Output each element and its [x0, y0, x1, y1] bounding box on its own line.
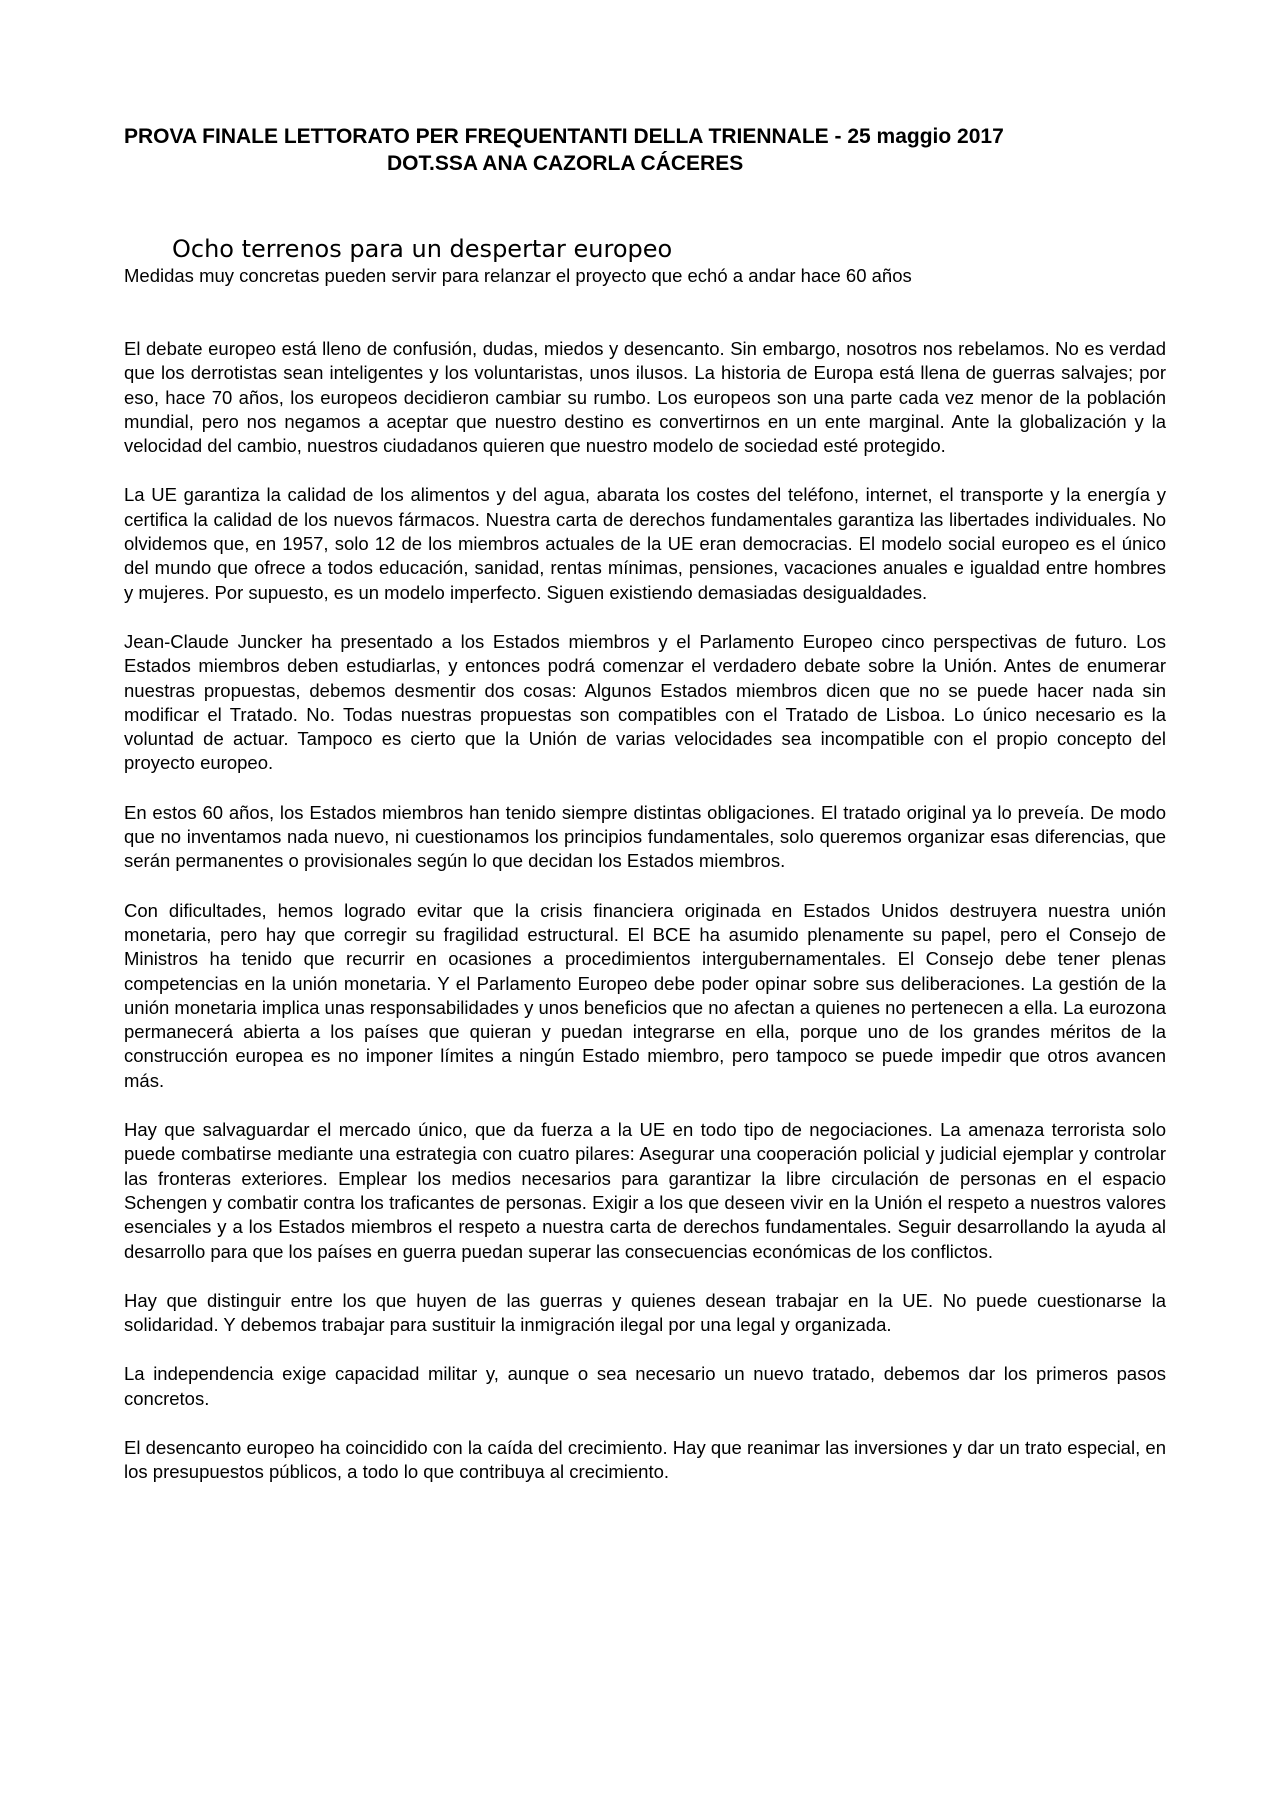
article-body	[124, 337, 1166, 1510]
paragraph: Hay que salvaguardar el mercado único, que da fuerza a la UE en todo tipo de negociaciones. La amenaza terrorista solo puede combatirse mediante una estrategia con cuatro pilares: Asegurar una cooperación policial y judicial ejemplar y controlar las fronteras exteriores. Emplear los medios necesarios para garantizar la libre circulación de personas en el espacio Schengen y combatir contra los traficantes de personas. Exigir a los que deseen vivir en la Unión el respeto a nuestros valores esenciales y a los Estados miembros el respeto a nuestra carta de derechos fundamentales. Seguir desarrollando la ayuda al desarrollo para que los países en guerra puedan superar las consecuencias económicas de los conflictos.	[124, 1119, 1166, 1262]
article-title: Ocho terrenos para un despertar europeo	[172, 235, 673, 263]
exam-header	[0, 123, 1280, 177]
exam-title-line: PROVA FINALE LETTORATO PER FREQUENTANTI DELLA TRIENNALE - 25 maggio 2017	[124, 125, 1004, 148]
paragraph: El debate europeo está lleno de confusión, dudas, miedos y desencanto. Sin embargo, nosotros nos rebelamos. No es verdad que los derrotistas sean inteligentes y los voluntaristas, unos ilusos. La historia de Europa está llena de guerras salvajes; por eso, hace 70 años, los europeos decidieron cambiar su rumbo. Los europeos son una parte cada vez menor de la población mundial, pero nos negamos a aceptar que nuestro destino es convertirnos en un ente marginal. Ante la globalización y la velocidad del cambio, nuestros ciudadanos quieren que nuestro modelo de sociedad esté protegido.	[124, 338, 1166, 457]
paragraph: Jean-Claude Juncker ha presentado a los Estados miembros y el Parlamento Europeo cinco perspectivas de futuro. Los Estados miembros deben estudiarlas, y entonces podrá comenzar el verdadero debate sobre la Unión. Antes de enumerar nuestras propuestas, debemos desmentir dos cosas: Algunos Estados miembros dicen que no se puede hacer nada sin modificar el Tratado. No. Todas nuestras propuestas son compatibles con el Tratado de Lisboa. Lo único necesario es la voluntad de actuar. Tampoco es cierto que la Unión de varias velocidades sea incompatible con el propio concepto del proyecto europeo.	[124, 630, 1166, 774]
paragraph: El desencanto europeo ha coincidido con la caída del crecimiento. Hay que reanimar las inversiones y dar un trato especial, en los presupuestos públicos, a todo lo que contribuya al crecimiento.	[124, 1436, 1166, 1483]
paragraph: Hay que distinguir entre los que huyen de las guerras y quienes desean trabajar en la UE. No puede cuestionarse la solidaridad. Y debemos trabajar para sustituir la inmigración ilegal por una legal y organizada.	[124, 1289, 1166, 1336]
paragraph: La independencia exige capacidad militar y, aunque o sea necesario un nuevo tratado, debemos dar los primeros pasos concretos.	[124, 1363, 1166, 1409]
paragraph: Con dificultades, hemos logrado evitar que la crisis financiera originada en Estados Unidos destruyera nuestra unión monetaria, pero hay que corregir su fragilidad estructural. El BCE ha asumido plenamente su papel, pero el Consejo de Ministros ha tenido que recurrir en ocasiones a procedimientos intergubernamentales. El Consejo debe tener plenas competencias en la unión monetaria. Y el Parlamento Europeo debe poder opinar sobre sus deliberaciones. La gestión de la unión monetaria implica unas responsabilidades y unos beneficios que no afectan a quienes no pertenecen a ella. La eurozona permanecerá abierta a los países que quieran y puedan integrarse en ella, porque uno de los grandes méritos de la construcción europea es no imponer límites a ningún Estado miembro, pero tampoco se puede impedir que otros avancen más.	[124, 899, 1166, 1091]
paragraph: En estos 60 años, los Estados miembros han tenido siempre distintas obligaciones. El tratado original ya lo preveía. De modo que no inventamos nada nuevo, ni cuestionamos los principios fundamentales, solo queremos organizar esas diferencias, que serán permanentes o provisionales según lo que decidan los Estados miembros.	[124, 801, 1166, 872]
article-subtitle: Medidas muy concretas pueden servir para relanzar el proyecto que echó a andar hace 60 años	[124, 265, 912, 286]
paragraph: La UE garantiza la calidad de los alimentos y del agua, abarata los costes del teléfono, internet, el transporte y la energía y certifica la calidad de los nuevos fármacos. Nuestra carta de derechos fundamentales garantiza las libertades individuales. No olvidemos que, en 1957, solo 12 de los miembros actuales de la UE eran democracias. El modelo social europeo es el único del mundo que ofrece a todos educación, sanidad, rentas mínimas, pensiones, vacaciones anuales e igualdad entre hombres y mujeres. Por supuesto, es un modelo imperfecto. Siguen existiendo demasiadas desigualdades.	[124, 484, 1166, 603]
teacher-name-line: DOT.SSA ANA CAZORLA CÁCERES	[387, 152, 744, 175]
